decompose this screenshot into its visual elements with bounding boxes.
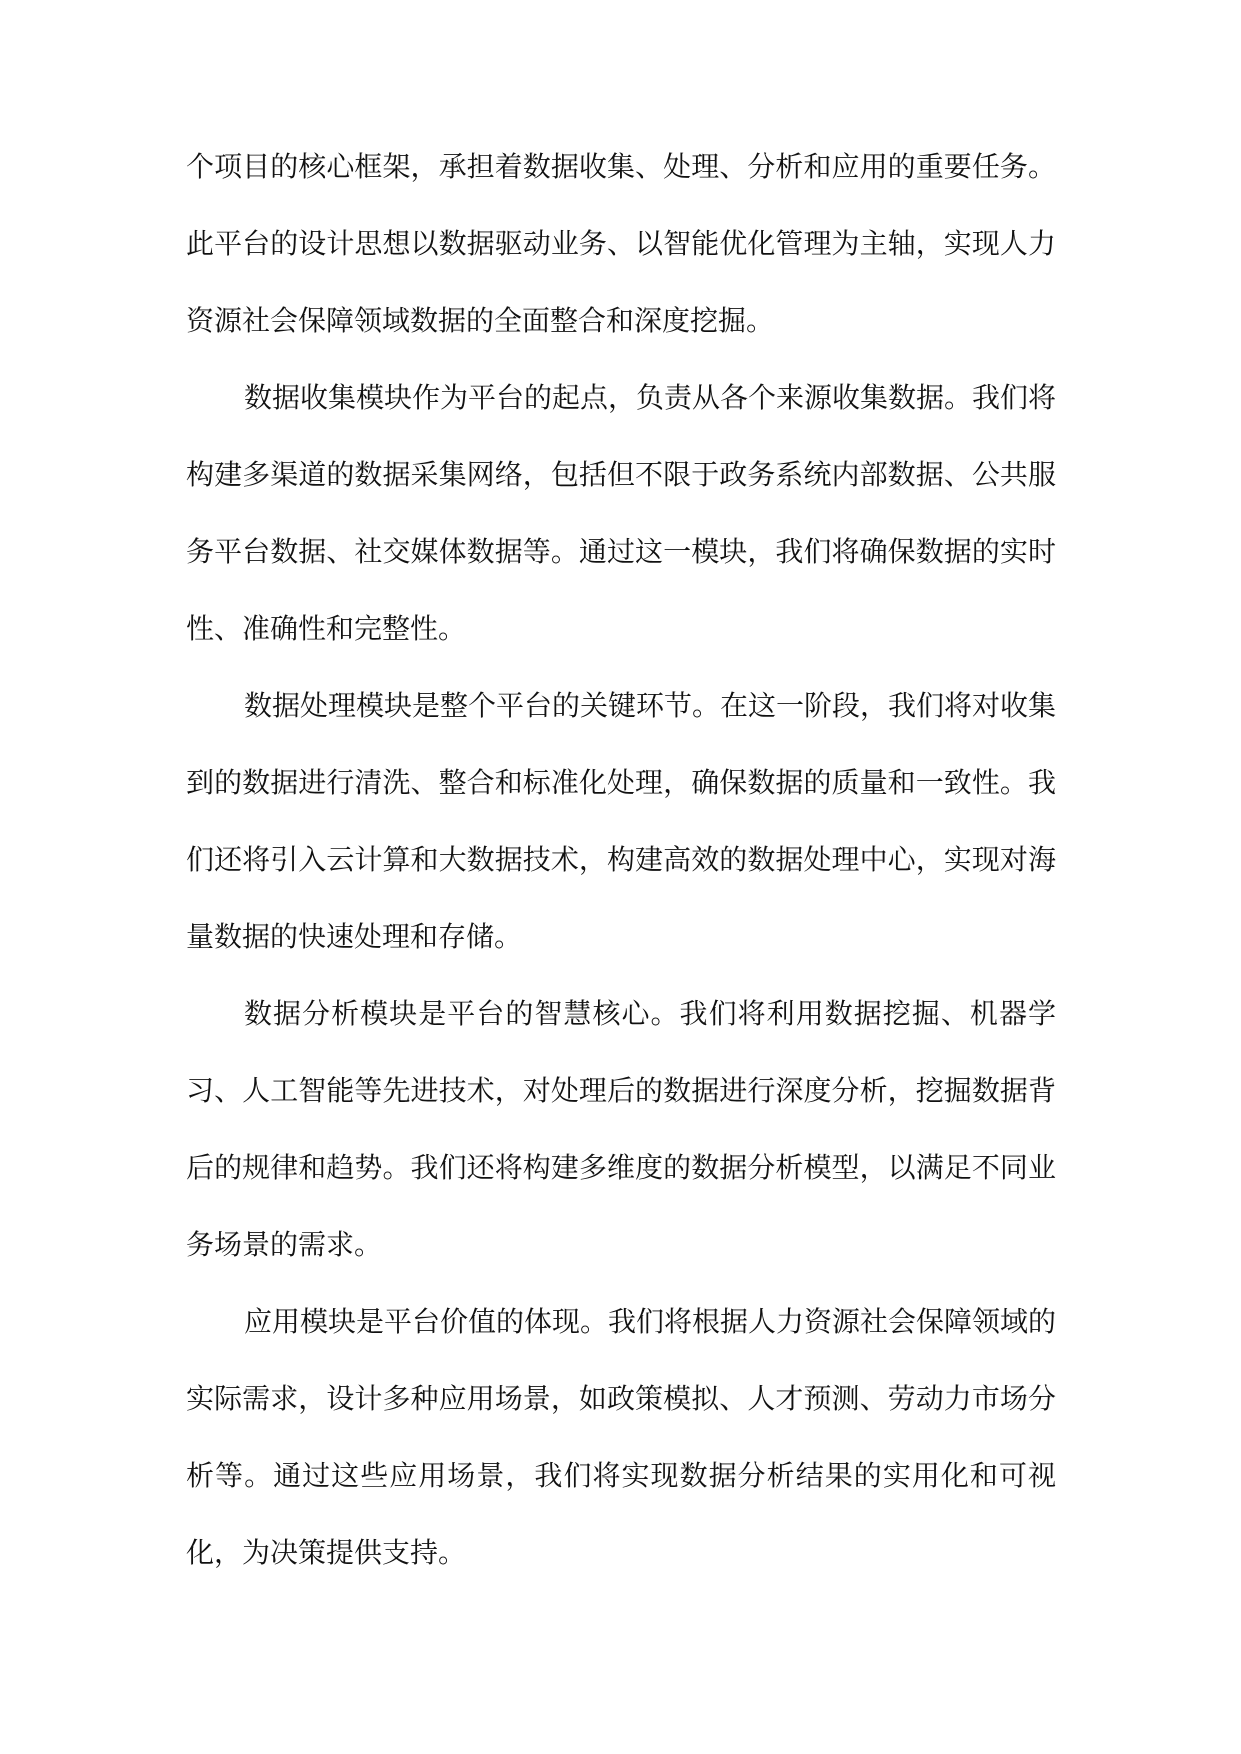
paragraph-data-analysis: 数据分析模块是平台的智慧核心。我们将利用数据挖掘、机器学习、人工智能等先进技术，对处理后的数据进行深度分析，挖掘数据背后的规律和趋势。我们还将构建多维度的数据分析模型，以满足不同业务场景的需求。 — [186, 997, 1056, 1261]
paragraph-data-collection: 数据收集模块作为平台的起点，负责从各个来源收集数据。我们将构建多渠道的数据采集网络，包括但不限于政务系统内部数据、公共服务平台数据、社交媒体数据等。通过这一模块，我们将确保数据的实时性、准确性和完整性。 — [186, 381, 1057, 645]
paragraph-data-processing: 数据处理模块是整个平台的关键环节。在这一阶段，我们将对收集到的数据进行清洗、整合和标准化处理，确保数据的质量和一致性。我们还将引入云计算和大数据技术，构建高效的数据处理中心，实现对海量数据的快速处理和存储。 — [186, 689, 1057, 953]
paragraph-continued: 个项目的核心框架，承担着数据收集、处理、分析和应用的重要任务。此平台的设计思想以数据驱动业务、以智能优化管理为主轴，实现人力资源社会保障领域数据的全面整合和深度挖掘。 — [186, 150, 1056, 337]
body-text — [186, 128, 1056, 1591]
paragraph-application: 应用模块是平台价值的体现。我们将根据人力资源社会保障领域的实际需求，设计多种应用场景，如政策模拟、人才预测、劳动力市场分析等。通过这些应用场景，我们将实现数据分析结果的实用化和可视化，为决策提供支持。 — [186, 1305, 1057, 1569]
